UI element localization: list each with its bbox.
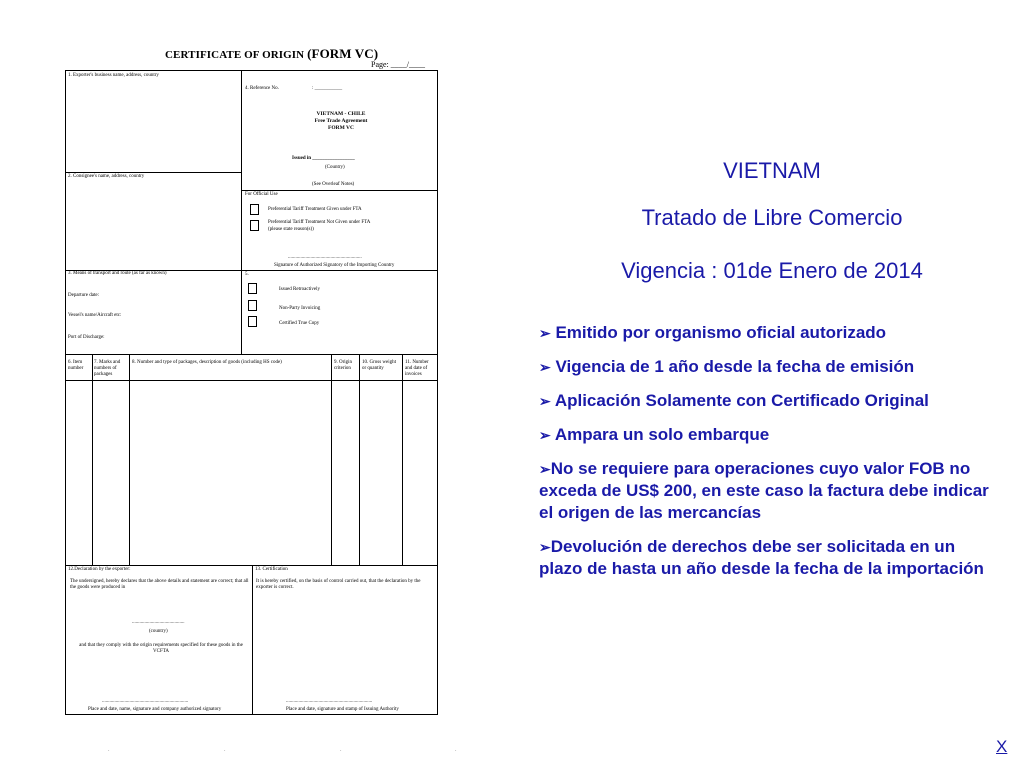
- bullet-text: No se requiere para operaciones cuyo valor FOB no exceda de US$ 200, en este caso la factura debe indicar el origen de las mercancías: [539, 459, 989, 522]
- bullet-item: [539, 424, 999, 446]
- footer-dot: .: [340, 747, 342, 753]
- box3-label: 3. Means of transport and route (as far as known): [68, 271, 167, 276]
- official-use-label: For Official Use: [245, 192, 278, 197]
- bullet-item: [539, 322, 999, 344]
- agreement-line3: FORM VC: [327, 125, 355, 131]
- country-label: (Country): [325, 165, 345, 170]
- issued-in-label: Issued in _________________: [292, 156, 355, 161]
- reference-label: 4. Reference No.: [245, 86, 279, 91]
- arrow-bullet-icon: ➢: [539, 325, 551, 341]
- bullet-item: [539, 356, 999, 378]
- certificate-form: [65, 70, 438, 715]
- certified-true-label: Certified True Copy: [279, 321, 320, 326]
- divider: [129, 354, 130, 565]
- col6-header: 6. Item number: [68, 360, 84, 371]
- overleaf-label: (See Overleaf Notes): [312, 182, 355, 187]
- non-party-checkbox[interactable]: [248, 300, 257, 311]
- issued-retro-label: Issued Retroactively: [279, 287, 320, 292]
- box5-label: 5.: [245, 272, 249, 277]
- divider: [92, 354, 93, 565]
- certification-signature-dots: .....................................................................: [286, 699, 373, 704]
- arrow-bullet-icon: ➢: [539, 359, 551, 375]
- box13-label: 13. Certification: [255, 567, 288, 572]
- certification-text: It is hereby certified, on the basis of control carried out, that the declaration by the exporter is correct.: [256, 579, 421, 590]
- form-title-main: CERTIFICATE OF ORIGIN: [165, 49, 305, 61]
- form-title: [165, 46, 378, 62]
- footer-dot: .: [224, 747, 226, 753]
- pref-given-label: Preferential Tariff Treatment Given under FTA: [268, 207, 362, 212]
- certified-true-checkbox[interactable]: [248, 316, 257, 327]
- col10-header: 10. Gross weight or quantity: [362, 360, 397, 371]
- port-label: Port of Discharge:: [68, 335, 105, 340]
- certification-signature-label: Place and date, signature and stamp of Issuing Authority: [286, 707, 399, 712]
- signature-dots: ...........................................................: [288, 255, 362, 260]
- non-party-label: Non-Party Invoicing: [279, 306, 321, 311]
- divider: [252, 565, 253, 715]
- declaration-dots: ..........................................: [132, 620, 185, 625]
- col11-header: 11. Number and date of invoices: [405, 360, 429, 377]
- bullet-item: [539, 390, 999, 412]
- footer-dot: .: [108, 747, 110, 753]
- bullet-text: Ampara un solo embarque: [554, 425, 770, 444]
- bullet-text: Aplicación Solamente con Certificado Original: [554, 391, 929, 410]
- col7-header: 7. Marks and numbers of packages: [94, 360, 121, 377]
- divider: [402, 354, 403, 565]
- box12-label: 12.Declaration by the exporter:: [68, 567, 131, 572]
- arrow-bullet-icon: ➢: [539, 427, 551, 443]
- validity-heading: Vigencia : 01de Enero de 2014: [621, 258, 923, 283]
- col9-header: 9. Origin criterion: [334, 360, 353, 371]
- pref-not-given-label: Preferential Tariff Treatment Not Given under FTA: [268, 220, 371, 225]
- declaration-comply: and that they comply with the origin requirements specified for these goods in the VCFTA: [79, 643, 243, 654]
- divider: [331, 354, 332, 565]
- state-reasons-label: (please state reason(s)): [268, 227, 314, 232]
- divider: [359, 354, 360, 565]
- bullet-item: [539, 536, 999, 580]
- box1-label: 1. Exporter's business name, address, country: [68, 73, 159, 78]
- arrow-bullet-icon: ➢: [539, 461, 551, 477]
- form-title-sub: (FORM VC): [307, 46, 379, 61]
- declaration-signature-label: Place and date, name, signature and company authorized signatory: [88, 707, 222, 712]
- declaration-country: (country): [149, 629, 168, 634]
- departure-label: Departure date:: [68, 293, 99, 298]
- issued-retro-checkbox[interactable]: [248, 283, 257, 294]
- reference-value: : ___________: [312, 86, 343, 91]
- divider: [66, 380, 438, 381]
- divider: [66, 172, 241, 173]
- divider: [66, 354, 438, 355]
- page-number-label: Page: ____/____: [371, 60, 425, 69]
- agreement-line2: Free Trade Agreement: [314, 118, 368, 124]
- pref-given-checkbox[interactable]: [250, 204, 259, 215]
- footer-dot: .: [455, 747, 457, 753]
- box2-label: 2. Consignee's name, address, country: [68, 174, 145, 179]
- divider: [241, 270, 438, 271]
- close-link[interactable]: X: [996, 737, 1008, 756]
- divider: [241, 190, 438, 191]
- treaty-heading: Tratado de Libre Comercio: [641, 205, 903, 230]
- divider: [241, 71, 242, 354]
- declaration-text: The undersigned, hereby declares that the above details and statement are correct; that all the goods were produced in: [70, 579, 249, 590]
- pref-not-given-checkbox[interactable]: [250, 220, 259, 231]
- arrow-bullet-icon: ➢: [539, 539, 551, 555]
- col8-header: 8. Number and type of packages, description of goods (including HS code): [132, 360, 282, 365]
- bullet-text: Emitido por organismo oficial autorizado: [555, 323, 887, 342]
- bullet-item: [539, 458, 999, 524]
- declaration-signature-dots: .....................................................................: [102, 699, 189, 704]
- vessel-label: Vessel's name/Aircraft etc:: [68, 313, 122, 318]
- arrow-bullet-icon: ➢: [539, 393, 551, 409]
- bullet-text: Devolución de derechos debe ser solicitada en un plazo de hasta un año desde la fecha de la importación: [539, 537, 984, 578]
- bullet-list: [539, 322, 999, 592]
- country-heading: VIETNAM: [723, 158, 821, 183]
- agreement-line1: VIETNAM - CHILE: [316, 111, 366, 117]
- bullet-text: Vigencia de 1 año desde la fecha de emisión: [555, 357, 915, 376]
- signature-authorized-label: Signature of Authorized Signatory of the Importing Country: [274, 263, 395, 268]
